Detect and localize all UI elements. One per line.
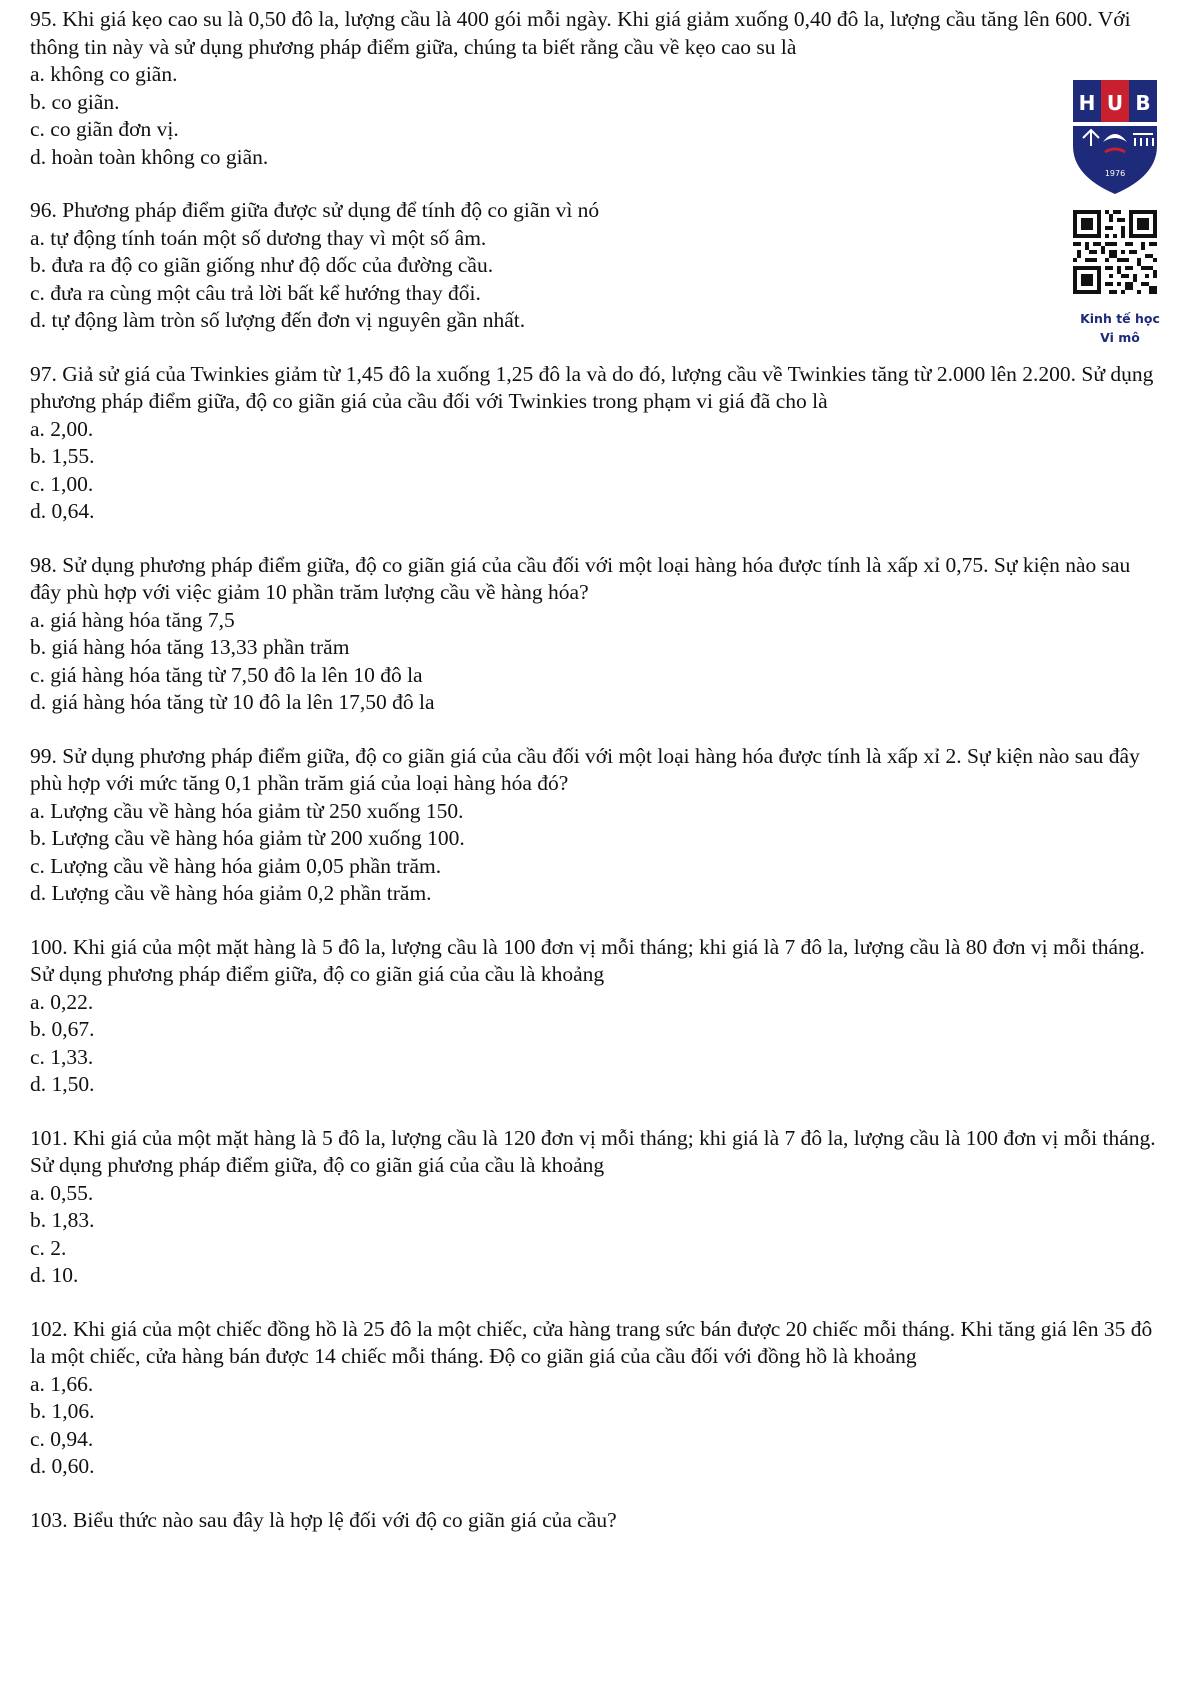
option-a: a. 0,55.: [30, 1180, 94, 1205]
option-a: a. không co giãn.: [30, 62, 178, 86]
option-a: a. 2,00.: [30, 416, 94, 441]
question-97: [30, 361, 1160, 526]
option-c: c. 1,33.: [30, 1044, 94, 1069]
hub-logo-block: [1065, 76, 1175, 356]
logo-letter-b: B: [1135, 91, 1151, 115]
option-b: b. 0,67.: [30, 1017, 95, 1041]
option-a: a. Lượng cầu về hàng hóa giảm từ 250 xuống 150.: [30, 798, 464, 823]
question-102: [30, 1316, 1160, 1481]
spacer: [30, 526, 1160, 552]
option-d: d. 10.: [30, 1263, 79, 1287]
option-a: a. 0,22.: [30, 989, 94, 1014]
logo-letter-u: U: [1106, 91, 1124, 115]
question-text: 96. Phương pháp điểm giữa được sử dụng để tính độ co giãn vì nó: [30, 198, 600, 222]
question-text: 102. Khi giá của một chiếc đồng hồ là 25 đô la một chiếc, cửa hàng trang sức bán được 20 chiếc mỗi tháng. Khi tăng giá lên 35 đô la một chiếc, cửa hàng bán được 14 chiếc mỗi tháng. Độ co giãn giá của cầu đối với đồng hồ là khoảng: [30, 1316, 1153, 1368]
answer-options: [30, 225, 1160, 335]
option-d: d. giá hàng hóa tăng từ 10 đô la lên 17,50 đô la: [30, 690, 435, 714]
question-98: [30, 552, 1160, 717]
question-text: 99. Sử dụng phương pháp điểm giữa, độ co giãn giá của cầu đối với một loại hàng hóa được tính là xấp xỉ 2. Sự kiện nào sau đây phù hợp với mức tăng 0,1 phần trăm giá của loại hàng hóa đó?: [30, 743, 1140, 795]
question-text: 95. Khi giá kẹo cao su là 0,50 đô la, lượng cầu là 400 gói mỗi ngày. Khi giá giảm xuống 0,40 đô la, lượng cầu tăng lên 600. Với thông tin này và sử dụng phương pháp điểm giữa, chúng ta biết rằng cầu về kẹo cao su là: [30, 7, 1131, 59]
option-c: c. Lượng cầu về hàng hóa giảm 0,05 phần trăm.: [30, 853, 442, 878]
hub-shield-logo: [1069, 76, 1161, 196]
option-d: d. Lượng cầu về hàng hóa giảm 0,2 phần trăm.: [30, 881, 432, 905]
option-c: c. 2.: [30, 1235, 67, 1260]
option-b: b. Lượng cầu về hàng hóa giảm từ 200 xuống 100.: [30, 826, 465, 850]
answer-options: [30, 798, 1160, 908]
logo-letter-h: H: [1078, 91, 1096, 115]
question-103: [30, 1507, 1160, 1535]
logo-caption: [1055, 309, 1185, 347]
option-b: b. giá hàng hóa tăng 13,33 phần trăm: [30, 635, 350, 659]
option-b: b. 1,06.: [30, 1399, 95, 1423]
question-text: 100. Khi giá của một mặt hàng là 5 đô la, lượng cầu là 100 đơn vị mỗi tháng; khi giá là 7 đô la, lượng cầu là 80 đơn vị mỗi tháng. Sử dụng phương pháp điểm giữa, độ co giãn giá của cầu là khoảng: [30, 934, 1145, 986]
option-b: b. đưa ra độ co giãn giống như độ dốc của đường cầu.: [30, 253, 494, 277]
option-b: b. 1,83.: [30, 1208, 95, 1232]
option-b: b. 1,55.: [30, 444, 95, 468]
option-d: d. 0,60.: [30, 1454, 95, 1478]
option-d: d. 0,64.: [30, 499, 95, 523]
question-text: 97. Giả sử giá của Twinkies giảm từ 1,45 đô la xuống 1,25 đô la và do đó, lượng cầu về Twinkies tăng từ 2.000 lên 2.200. Sử dụng phương pháp điểm giữa, độ co giãn giá của cầu đối với Twinkies trong phạm vi giá đã cho là: [30, 361, 1154, 413]
spacer: [30, 908, 1160, 934]
option-d: d. tự động làm tròn số lượng đến đơn vị nguyên gần nhất.: [30, 308, 526, 332]
spacer: [30, 1099, 1160, 1125]
question-100: [30, 934, 1160, 1099]
option-c: c. 0,94.: [30, 1426, 94, 1451]
spacer: [30, 717, 1160, 743]
question-101: [30, 1125, 1160, 1290]
caption-line-2: Vi mô: [1100, 330, 1140, 345]
answer-options: [30, 989, 1160, 1099]
option-a: a. tự động tính toán một số dương thay vì một số âm.: [30, 225, 487, 250]
answer-options: [30, 416, 1160, 526]
option-c: c. 1,00.: [30, 471, 94, 496]
spacer: [30, 171, 1160, 197]
answer-options: [30, 1371, 1160, 1481]
spacer: [30, 1481, 1160, 1507]
answer-options: [30, 61, 1160, 171]
question-text: 101. Khi giá của một mặt hàng là 5 đô la, lượng cầu là 120 đơn vị mỗi tháng; khi giá là 7 đô la, lượng cầu là 100 đơn vị mỗi tháng. Sử dụng phương pháp điểm giữa, độ co giãn giá của cầu là khoảng: [30, 1125, 1156, 1177]
question-99: [30, 743, 1160, 908]
option-a: a. giá hàng hóa tăng 7,5: [30, 607, 235, 632]
spacer: [30, 1290, 1160, 1316]
option-c: c. giá hàng hóa tăng từ 7,50 đô la lên 10 đô la: [30, 662, 423, 687]
option-d: d. hoàn toàn không co giãn.: [30, 144, 269, 169]
option-c: c. co giãn đơn vị.: [30, 117, 179, 141]
option-c: c. đưa ra cùng một câu trả lời bất kể hướng thay đổi.: [30, 280, 481, 305]
question-text: 103. Biểu thức nào sau đây là hợp lệ đối với độ co giãn giá của cầu?: [30, 1507, 617, 1532]
answer-options: [30, 607, 1160, 717]
spacer: [30, 335, 1160, 361]
option-d: d. 1,50.: [30, 1072, 95, 1096]
qr-code-icon: [1073, 210, 1157, 294]
document-page: [30, 6, 1160, 1534]
question-text: 98. Sử dụng phương pháp điểm giữa, độ co giãn giá của cầu đối với một loại hàng hóa được tính là xấp xỉ 0,75. Sự kiện nào sau đây phù hợp với việc giảm 10 phần trăm lượng cầu về hàng hóa?: [30, 552, 1131, 604]
answer-options: [30, 1180, 1160, 1290]
option-b: b. co giãn.: [30, 89, 120, 114]
logo-year: 1976: [1104, 169, 1126, 178]
caption-line-1: Kinh tế học: [1080, 311, 1160, 326]
question-96: [30, 197, 1160, 335]
option-a: a. 1,66.: [30, 1371, 94, 1396]
question-95: [30, 6, 1160, 171]
